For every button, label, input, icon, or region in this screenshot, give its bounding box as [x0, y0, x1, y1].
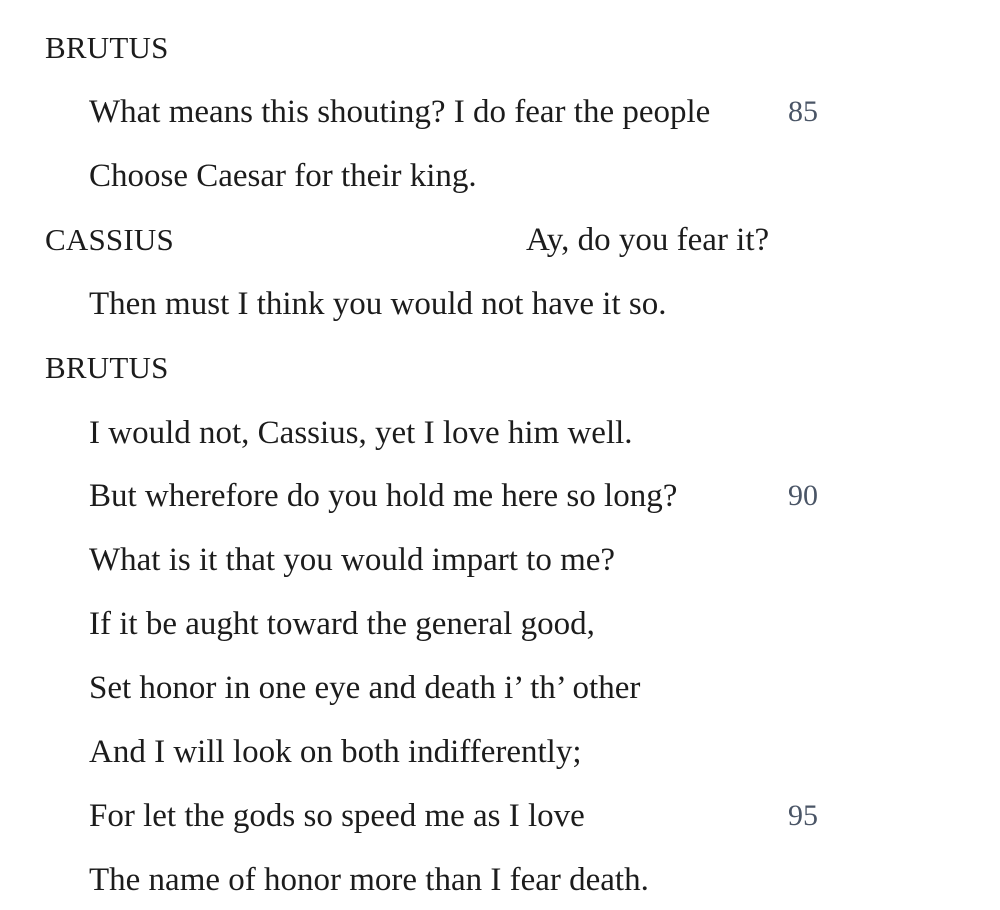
line-number: 90	[788, 479, 818, 512]
speaker-name: BRUTUS	[45, 350, 169, 385]
line-number: 85	[788, 95, 818, 128]
speaker-row	[0, 348, 1000, 388]
verse-line-text: For let the gods so speed me as I love	[89, 798, 585, 834]
verse-line	[0, 604, 1000, 644]
verse-line-text: Then must I think you would not have it so.	[89, 286, 667, 322]
verse-line	[0, 860, 1000, 900]
verse-line-text: What means this shouting? I do fear the people	[89, 94, 711, 130]
line-number: 95	[788, 799, 818, 832]
verse-line-text: If it be aught toward the general good,	[89, 606, 595, 642]
verse-line-text: The name of honor more than I fear death.	[89, 862, 649, 898]
speaker-row	[0, 220, 1000, 260]
verse-line	[0, 796, 1000, 836]
verse-line	[0, 92, 1000, 132]
verse-line-text: But wherefore do you hold me here so long?	[89, 478, 678, 514]
verse-line	[0, 540, 1000, 580]
verse-line-text: Choose Caesar for their king.	[89, 158, 477, 194]
verse-line	[0, 476, 1000, 516]
verse-line-text: Set honor in one eye and death i’ th’ other	[89, 670, 641, 706]
verse-line	[0, 732, 1000, 772]
speaker-name: CASSIUS	[45, 222, 174, 257]
speaker-name: BRUTUS	[45, 30, 169, 65]
verse-half-line: Ay, do you fear it?	[526, 222, 770, 258]
speaker-row	[0, 28, 1000, 68]
verse-line	[0, 284, 1000, 324]
verse-line	[0, 413, 1000, 453]
verse-line-text: And I will look on both indifferently;	[89, 734, 582, 770]
verse-line	[0, 668, 1000, 708]
verse-line-text: What is it that you would impart to me?	[89, 542, 616, 578]
verse-line	[0, 156, 1000, 196]
verse-line-text: I would not, Cassius, yet I love him well.	[89, 415, 633, 451]
